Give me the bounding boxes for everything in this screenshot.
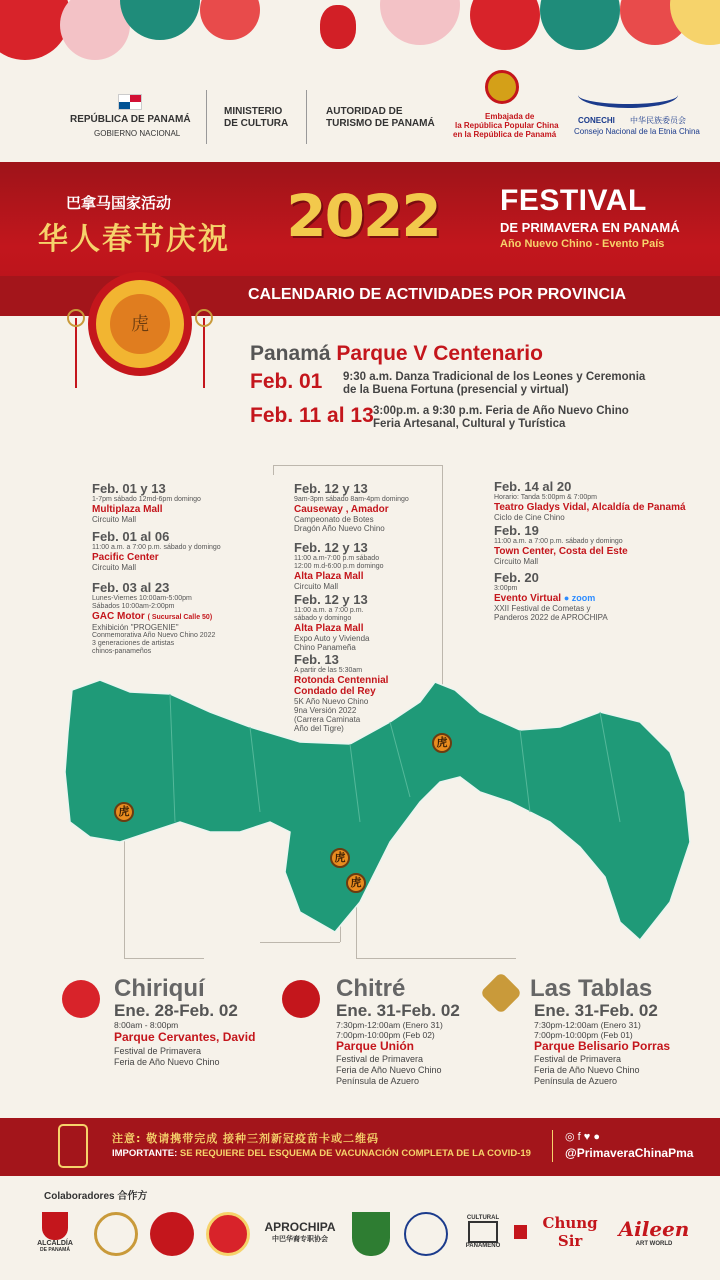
listing-hours: sábado y domingo [294, 615, 352, 622]
panama-gov-title: REPÚBLICA DE PANAMÁ [70, 114, 191, 125]
listing-venue: Causeway , Amador [294, 504, 389, 515]
aprochipa-logo [262, 1208, 338, 1256]
listing-detail: Panderos 2022 de APROCHIPA [494, 613, 608, 622]
listing-venue: Teatro Gladys Vidal, Alcaldía de Panamá [494, 502, 686, 513]
aileen-label: Aileen [618, 1217, 690, 1241]
listing-detail: Ciclo de Cine Chino [494, 513, 565, 522]
sponsor-logos-row [0, 78, 720, 162]
association-logo-icon [352, 1212, 390, 1256]
conechi-label: CONECHI [578, 116, 615, 125]
cultura-label: DE CULTURA [224, 118, 289, 129]
listing-date: Feb. 12 y 13 [294, 592, 368, 607]
province-detail: Península de Azuero [534, 1076, 618, 1086]
listing-detail: Expo Auto y Vivienda [294, 634, 370, 643]
tiger-marker-icon: 虎 [432, 733, 452, 753]
social-media-icons: ◎ f ♥ ● [565, 1131, 600, 1143]
event-description: 3:00p.m. a 9:30 p.m. Feria de Año Nuevo Chino [373, 405, 629, 417]
turismo-label: TURISMO DE PANAMÁ [326, 118, 435, 129]
province-name: Chiriquí [114, 975, 205, 1002]
social-handle[interactable]: @PrimaveraChinaPma [565, 1146, 694, 1160]
qr-phone-icon [58, 1124, 88, 1168]
listing-hours: 12:00 m.d-6:00 p.m domingo [294, 563, 384, 570]
year-title: 2022 [286, 182, 440, 250]
festival-subtitle: DE PRIMAVERA EN PANAMÁ [500, 220, 680, 235]
panama-city-header [250, 342, 543, 366]
listing-date: Feb. 14 al 20 [494, 479, 572, 494]
banner-cn-title: 华人春节庆祝 [38, 222, 230, 257]
collaborators-label: Colaboradores 合作方 [44, 1191, 148, 1202]
aileen-logo [614, 1208, 694, 1256]
association-logo-icon [404, 1212, 448, 1256]
listing-detail: Chino Panameña [294, 643, 356, 652]
event-listing [494, 570, 608, 622]
listing-hours: 1-7pm sábado 12md-6pm domingo [92, 496, 201, 503]
event-listing [494, 479, 686, 522]
notice-body: SE REQUIERE DEL ESQUEMA DE VACUNACIÓN COMPLETA DE LA COVID-19 [177, 1148, 531, 1159]
province-detail: Festival de Primavera [114, 1046, 202, 1056]
association-logo-icon [94, 1212, 138, 1256]
listing-hours: 3:00pm [494, 585, 518, 592]
listing-hours: Horario: Tanda 5:00pm & 7:00pm [494, 494, 597, 501]
event-date: Feb. 11 al 13 [250, 404, 374, 427]
province-date: Ene. 31-Feb. 02 [534, 1001, 658, 1020]
festival-tagline: Año Nuevo Chino - Evento País [500, 238, 665, 250]
city-name: Panamá [250, 342, 331, 365]
province-detail: Festival de Primavera [336, 1054, 424, 1064]
notice-en-text [112, 1148, 531, 1159]
connector-line [273, 465, 443, 466]
zoom-label: zoom [571, 593, 596, 603]
lantern-decoration [320, 5, 356, 49]
listing-detail: Conmemorativa Año Nuevo Chino 2022 [92, 632, 216, 639]
alcaldia-sub: DE PANAMÁ [40, 1246, 70, 1253]
event-description: Feria Artesanal, Cultural y Turística [373, 418, 566, 430]
event-listing [92, 580, 215, 656]
listing-hours: Sábados 10:00am-2:00pm [92, 603, 175, 610]
tiger-marker-icon: 虎 [114, 802, 134, 822]
event-description: 9:30 a.m. Danza Tradicional de los Leones y Ceremonia [343, 371, 646, 383]
china-emblem-icon [485, 70, 519, 104]
divider [206, 90, 207, 144]
province-time: 7:00pm-10:00pm (Feb 01) [534, 1030, 633, 1040]
flower-decoration [200, 0, 260, 40]
embajada-line3: en la República de Panamá [453, 130, 557, 139]
listing-venue: Evento Virtual [494, 593, 562, 604]
listing-venue: Pacific Center [92, 552, 159, 563]
province-venue: Parque Unión [336, 1039, 415, 1053]
province-detail: Feria de Año Nuevo Chino [534, 1065, 640, 1075]
flower-decoration [60, 0, 130, 60]
listing-venue: Town Center, Costa del Este [494, 546, 628, 557]
listing-venue-note: ( Sucursal Calle 50) [147, 614, 213, 621]
calendar-title: CALENDARIO DE ACTIVIDADES POR PROVINCIA [248, 286, 627, 303]
province-detail: Feria de Año Nuevo Chino [336, 1065, 442, 1075]
listing-detail: (Carrera Caminata [294, 715, 361, 724]
province-time: 7:30pm-12:00am (Enero 31) [534, 1020, 641, 1030]
listing-date: Feb. 12 y 13 [294, 481, 368, 496]
listing-detail: Circuito Mall [92, 515, 137, 524]
event-listing [294, 592, 369, 652]
aprochipa-label: APROCHIPA [264, 1220, 336, 1234]
festival-medallion [64, 268, 214, 398]
divider [306, 90, 307, 144]
listing-date: Feb. 01 al 06 [92, 529, 170, 544]
listing-detail: Circuito Mall [494, 557, 539, 566]
listing-hours: 11:00 a.m. a 7:00 p.m. sábado y domingo [92, 544, 221, 551]
province-date: Ene. 31-Feb. 02 [336, 1001, 460, 1020]
flower-decoration [470, 0, 540, 50]
association-logo-icon [150, 1212, 194, 1256]
province-detail: Festival de Primavera [534, 1054, 622, 1064]
flower-decoration [380, 0, 460, 45]
chinese-knot-icon [480, 972, 522, 1014]
listing-detail: 9na Versión 2022 [294, 706, 357, 715]
province-time: 8:00am - 8:00pm [114, 1020, 179, 1030]
cultural-center-logo [460, 1208, 506, 1256]
panama-map [60, 672, 700, 944]
plum-flower-icon [62, 980, 100, 1018]
cultural-label: CULTURAL [466, 1215, 500, 1221]
event-date: Feb. 01 [250, 370, 323, 393]
chung-sir-badge-icon [514, 1225, 527, 1239]
listing-date: Feb. 12 y 13 [294, 540, 368, 555]
festival-title: FESTIVAL [500, 184, 647, 217]
province-venue: Parque Belisario Porras [534, 1039, 671, 1053]
province-name: Las Tablas [530, 975, 653, 1002]
conechi-cn: 中华民族委员会 [630, 116, 686, 125]
listing-date: Feb. 03 al 23 [92, 580, 170, 595]
dragon-logo-icon [578, 82, 678, 108]
event-listing [92, 481, 201, 524]
flower-decoration [670, 0, 720, 45]
aprochipa-cn: 中巴华裔专职协会 [272, 1235, 328, 1243]
chung-sir-logo [514, 1208, 610, 1256]
listing-hours: 9am-3pm sábado 8am-4pm domingo [294, 496, 409, 503]
aileen-sub: ART WORLD [635, 1241, 673, 1247]
listing-detail: Circuito Mall [92, 563, 137, 572]
listing-detail: 5K Año Nuevo Chino [294, 697, 369, 706]
listing-date: Feb. 01 y 13 [92, 481, 166, 496]
listing-venue: Condado del Rey [294, 686, 376, 697]
notice-cn-text: 注意: 敬请携带完成 接种三剂新冠疫苗卡或二维码 [112, 1132, 380, 1145]
chung-sir-label: Chung Sir [542, 1214, 598, 1250]
event-listing [494, 523, 628, 566]
listing-hours: Lunes-Viernes 10:00am-5:00pm [92, 595, 192, 602]
svg-text:虎: 虎 [131, 314, 149, 335]
province-venue: Parque Cervantes, David [114, 1030, 256, 1044]
embajada-line1: Embajada de [485, 112, 535, 121]
panama-flag-icon [118, 94, 142, 110]
listing-hours: 11:00 a.m. a 7:00 p.m. sábado y domingo [494, 538, 623, 545]
event-listing [92, 529, 221, 572]
listing-date: Feb. 13 [294, 652, 339, 667]
park-name: Parque V Centenario [336, 342, 543, 365]
koi-fish-icon [282, 980, 320, 1018]
listing-detail: Exhibición "PROGENIE" [92, 623, 179, 632]
listing-hours: A partir de las 5:30am [294, 667, 363, 674]
province-detail: Feria de Año Nuevo Chino [114, 1057, 220, 1067]
listing-detail: Campeonato de Botes [294, 515, 374, 524]
listing-detail: 3 generaciones de artistas [92, 640, 175, 647]
province-date: Ene. 28-Feb. 02 [114, 1001, 238, 1020]
listing-detail: Dragón Año Nuevo Chino [294, 524, 385, 533]
listing-venue: Rotonda Centennial [294, 675, 389, 686]
listing-date: Feb. 20 [494, 570, 539, 585]
listing-venue: Alta Plaza Mall [294, 571, 364, 582]
embajada-line2: la República Popular China [455, 121, 559, 130]
zoom-icon: ● zoom [563, 593, 596, 603]
connector-line [356, 958, 516, 959]
province-time: 7:00pm-10:00pm (Feb 02) [336, 1030, 435, 1040]
notice-important: IMPORTANTE: [112, 1148, 178, 1159]
province-name: Chitré [336, 975, 406, 1002]
floral-header [0, 0, 720, 78]
alcaldia-label: ALCALDÍA [37, 1239, 73, 1247]
listing-hours: 11:00 a.m-7:00 p.m sábado [294, 555, 380, 562]
connector-line [124, 958, 204, 959]
panama-gov-sub: GOBIERNO NACIONAL [94, 129, 181, 138]
province-time: 7:30pm-12:00am (Enero 31) [336, 1020, 443, 1030]
listing-date: Feb. 19 [494, 523, 539, 538]
listing-detail: chinos-panameños [92, 648, 152, 655]
listing-detail: Año del Tigre) [294, 724, 344, 733]
alcaldia-logo [32, 1208, 78, 1256]
event-listing [294, 481, 409, 533]
listing-detail: XXII Festival de Cometas y [494, 604, 591, 613]
alcaldia-shield-icon [42, 1212, 68, 1240]
banner-cn-subtitle: 巴拿马国家活动 [66, 194, 172, 212]
event-listing [294, 540, 384, 591]
listing-venue: Multiplaza Mall [92, 504, 163, 515]
event-description: de la Buena Fortuna (presencial y virtual) [343, 384, 569, 396]
listing-venue: GAC Motor [92, 611, 145, 622]
flower-decoration [540, 0, 620, 50]
province-detail: Península de Azuero [336, 1076, 420, 1086]
tiger-marker-icon: 虎 [346, 873, 366, 893]
ministerio-label: MINISTERIO [224, 106, 283, 117]
divider [552, 1130, 553, 1162]
tiger-marker-icon: 虎 [330, 848, 350, 868]
conechi-full: Consejo Nacional de la Etnia China [574, 127, 700, 136]
panameno-label: PANAMEÑO [465, 1243, 501, 1249]
association-logo-icon [206, 1212, 250, 1256]
flower-decoration [120, 0, 200, 40]
cultural-emblem-icon [468, 1221, 498, 1243]
connector-line [273, 465, 274, 475]
listing-venue: Alta Plaza Mall [294, 623, 364, 634]
listing-hours: 11:00 a.m. a 7:00 p.m. [294, 607, 364, 614]
autoridad-label: AUTORIDAD DE [326, 106, 403, 117]
listing-detail: Circuito Mall [294, 582, 339, 591]
